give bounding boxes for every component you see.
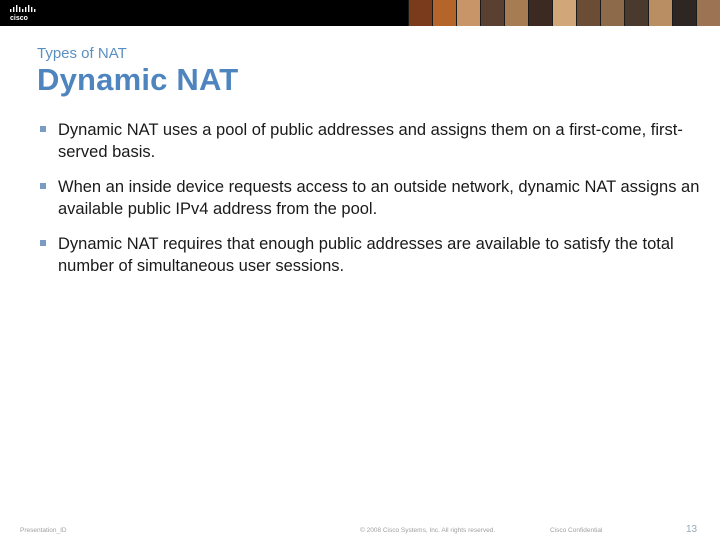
bullet-square-icon (40, 126, 46, 132)
bullet-list (40, 119, 700, 290)
footer-confidentiality: Cisco Confidential (550, 527, 603, 534)
header-photo-tile (624, 0, 648, 26)
header-photo-tile (432, 0, 456, 26)
bullet-square-icon (40, 240, 46, 246)
header-photo-tile (672, 0, 696, 26)
header-photo-tile (408, 0, 432, 26)
header-photo-strip (408, 0, 720, 26)
section-label: Types of NAT (37, 45, 127, 62)
bullet-square-icon (40, 183, 46, 189)
page-number: 13 (686, 524, 698, 535)
bullet-text: Dynamic NAT requires that enough public addresses are available to satisfy the total number of simultaneous user sessions. (58, 235, 674, 275)
header-bar (0, 0, 720, 26)
header-photo-tile (504, 0, 528, 26)
header-photo-tile (456, 0, 480, 26)
footer-copyright: © 2008 Cisco Systems, Inc. All rights reserved. (360, 527, 496, 534)
footer-presentation-id: Presentation_ID (20, 527, 67, 534)
logo-text: cisco (10, 15, 28, 22)
bullet-text: Dynamic NAT uses a pool of public addresses and assigns them on a first-come, first-served basis. (58, 121, 683, 161)
header-photo-tile (552, 0, 576, 26)
bullet-item (40, 119, 700, 163)
bullet-item (40, 176, 700, 220)
bullet-item (40, 233, 700, 277)
header-photo-tile (696, 0, 720, 26)
header-photo-tile (600, 0, 624, 26)
header-photo-tile (480, 0, 504, 26)
cisco-logo (8, 3, 44, 23)
slide-title: Dynamic NAT (37, 62, 239, 97)
header-photo-tile (648, 0, 672, 26)
header-photo-tile (528, 0, 552, 26)
header-photo-tile (576, 0, 600, 26)
bullet-text: When an inside device requests access to an outside network, dynamic NAT assigns an available public IPv4 address from the pool. (58, 178, 700, 218)
